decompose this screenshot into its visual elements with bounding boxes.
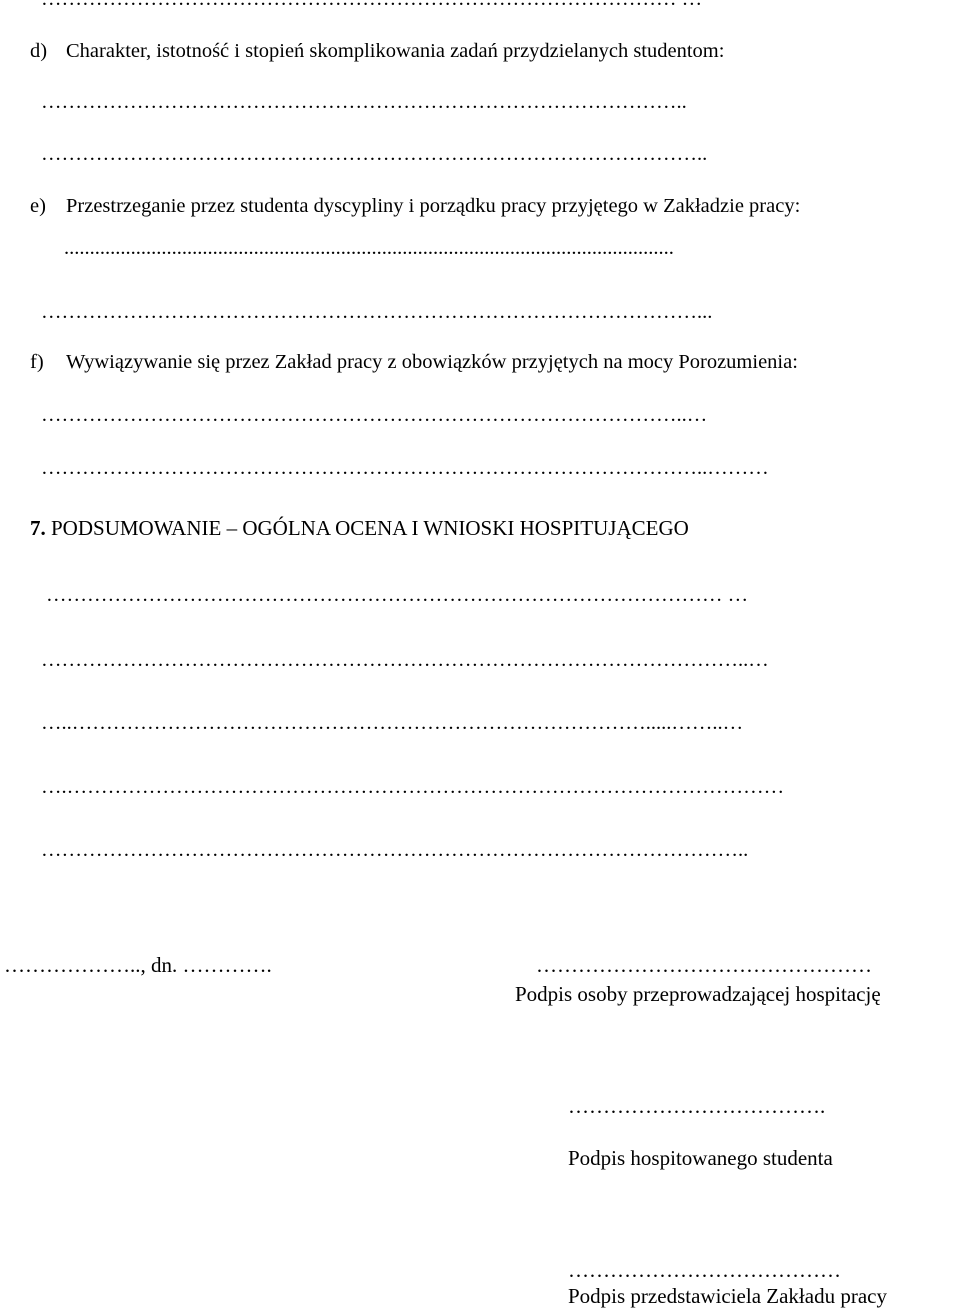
- dotted-line: …………………………………………………………………………………..: [41, 91, 687, 113]
- item-f: [30, 352, 798, 373]
- place-date-line: ……………….., dn. ………….: [4, 953, 272, 977]
- section-number: 7.: [30, 516, 46, 540]
- dotted-line: …..………………………………………………………………………….....……..…: [41, 712, 744, 734]
- dotted-line: ….……………………………………………………………………………………………: [41, 776, 785, 798]
- dotted-line: ……………………………………………………………………………………..………: [41, 457, 769, 479]
- company-signature-label: Podpis przedstawiciela Zakładu pracy: [568, 1284, 887, 1308]
- dotted-line: ……………………………………………………………………………………… …: [46, 584, 749, 606]
- item-text: Wywiązywanie się przez Zakład pracy z obowiązków przyjętych na mocy Porozumienia:: [66, 351, 798, 373]
- company-signature-line: …………………………………: [568, 1258, 841, 1282]
- item-label: e): [30, 195, 46, 217]
- item-text: Przestrzeganie przez studenta dyscypliny i porządku pracy przyjętego w Zakładzie pracy:: [66, 195, 801, 217]
- dotted-line: [41, 0, 702, 10]
- dotted-line: …………………………………………………………………………………..…: [41, 404, 708, 426]
- dotted-line: ……………………………………………………………………………………...: [41, 301, 713, 323]
- student-signature-line: ……………………………….: [568, 1094, 826, 1118]
- item-text: Charakter, istotność i stopień skomplikowania zadań przydzielanych studentom:: [66, 40, 725, 62]
- item-label: f): [30, 351, 44, 373]
- dotted-line: …………………………………………………………………………………………..: [41, 839, 749, 861]
- dotted-line: ……………………………………………………………………………………..: [41, 143, 708, 165]
- item-e: [30, 196, 800, 217]
- hospitator-signature-line: …………………………………………: [536, 953, 872, 977]
- item-label: d): [30, 40, 48, 62]
- dotted-line: …………………………………………………………………………………………..…: [41, 649, 769, 671]
- dotted-line: .......................................................................................................................: [64, 237, 674, 259]
- hospitator-signature-label: Podpis osoby przeprowadzającej hospitację: [515, 982, 881, 1006]
- item-d: [30, 41, 724, 62]
- section-heading: [30, 518, 689, 539]
- section-title: PODSUMOWANIE – OGÓLNA OCENA I WNIOSKI HOSPITUJĄCEGO: [51, 516, 689, 540]
- student-signature-label: Podpis hospitowanego studenta: [568, 1146, 833, 1170]
